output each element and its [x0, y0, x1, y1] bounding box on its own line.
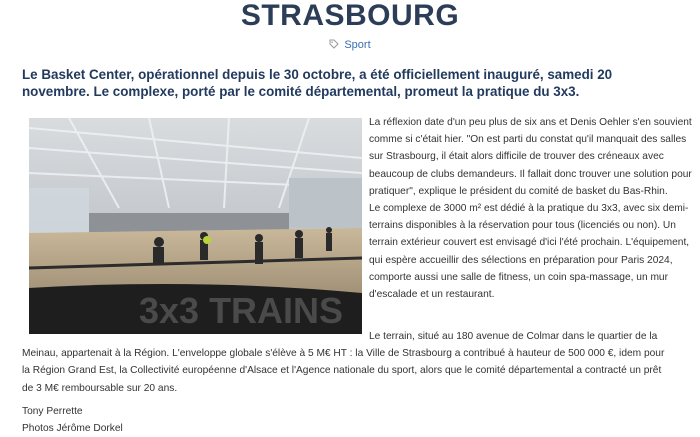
paragraph: Meinau, appartenait à la Région. L'enveloppe globale s'élève à 5 M€ HT : la Ville de Strasbourg a contribué à hauteur de 500 000 €, idem pour la Région Grand Est, la Collectivité européenne d'Alsace et l'Agence nationale du sport, alors que le comité départemental a contracté un prêt de 3 M€ remboursable sur 20 ans. [22, 348, 665, 394]
article-body-column [369, 114, 694, 303]
paragraph: La réflexion date d'un peu plus de six ans et Denis Oehler s'en souvient comme si c'était hier. "On est parti du constat qu'il manquait des salles sur Strasbourg, il était alors difficile de trouver des créneaux avec beaucoup de clubs demandeurs. Il fallait donc trouver une solution pour pratiquer", explique le président du comité de basket du Bas-Rhin. [369, 117, 692, 197]
paragraph: Le complexe de 3000 m² est dédié à la pratique du 3x3, avec six demi-terrains disponibles à la réservation pour tous (licenciés ou non). Un terrain extérieur couvert est envisagé d'ici l'été prochain. L'équipement, qui espère accueillir des sélections en préparation pour Paris 2024, comporte aussi une salle de fitness, un coin spa-massage, un mur d'escalade et un restaurant. [369, 203, 690, 301]
author-name: Tony Perrette [22, 405, 83, 417]
photo-credit: Photos Jérôme Dorkel [22, 423, 123, 435]
floor-text: 3x3 TRAINS [139, 290, 344, 331]
category-link[interactable] [0, 38, 700, 52]
paragraph: Le terrain, situé au 180 avenue de Colmar dans le quartier de la [369, 331, 658, 342]
article-photo [29, 118, 362, 334]
article-body-full [22, 328, 672, 437]
basketball-hall-image [29, 118, 362, 334]
article-title: STRASBOURG [240, 0, 460, 32]
article-lead: Le Basket Center, opérationnel depuis le 30 octobre, a été officiellement inauguré, samedi 20 novembre. Le complexe, porté par le comité départemental, promeut la pratique du 3x3. [22, 67, 613, 99]
tag-icon [329, 39, 339, 49]
category-label: Sport [344, 39, 371, 51]
